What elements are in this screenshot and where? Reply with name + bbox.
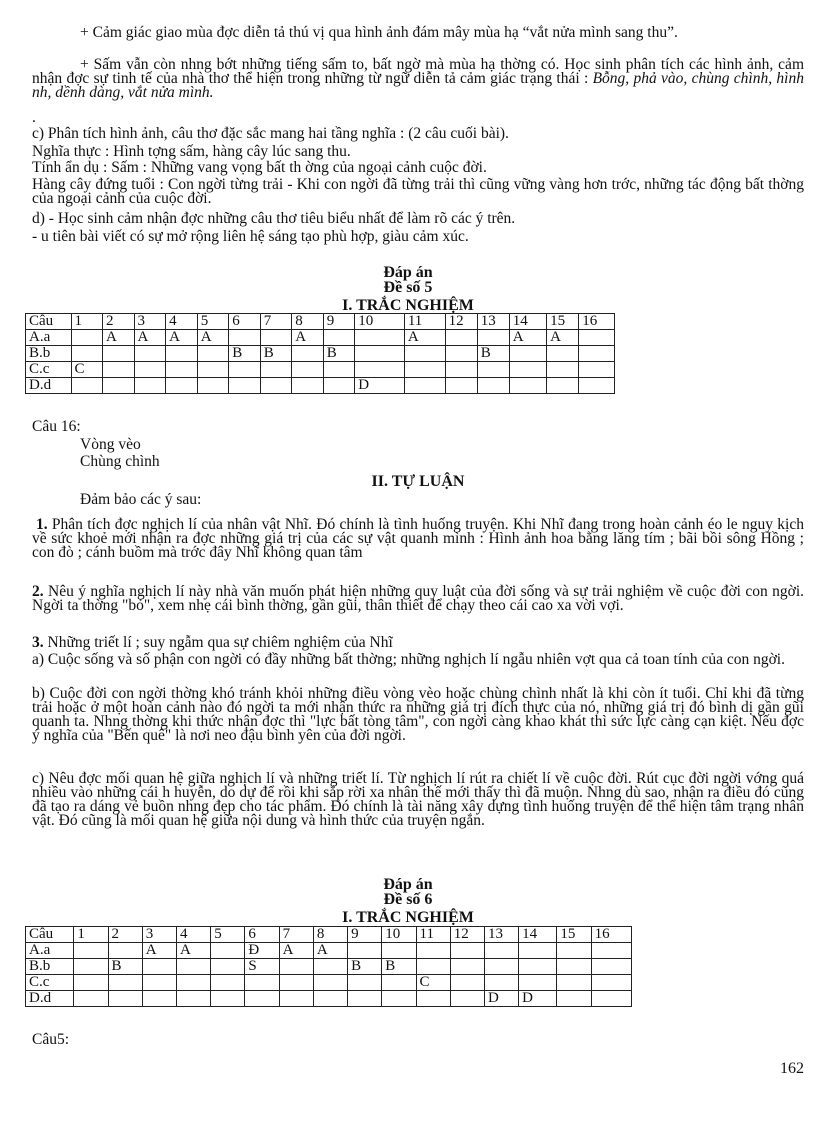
table-cell: B [382,959,416,975]
table-cell: C.c [26,975,74,991]
table-cell [313,959,347,975]
table-header-cell: 7 [279,927,313,943]
table-cell: D.d [26,378,72,394]
table-cell [229,378,260,394]
table-header-cell: 13 [477,314,509,330]
table-cell: B.b [26,346,72,362]
table-header-cell: 16 [591,927,631,943]
de5-subtitle: Đề số 5 [383,279,433,296]
table-cell [404,378,445,394]
table-cell [260,330,291,346]
table-row [26,346,615,362]
table-cell: B [108,959,142,975]
table-cell: A [197,330,229,346]
de6-answer-table [25,926,632,1007]
de5-point-2-num: 2. [32,583,44,600]
table-cell [477,378,509,394]
table-cell: A [509,330,546,346]
de5-title: Đáp án [383,264,433,281]
table-cell [211,991,245,1007]
table-cell [404,362,445,378]
table-cell [102,378,134,394]
table-cell [323,362,354,378]
table-header-cell: 1 [71,314,102,330]
table-cell [416,943,450,959]
table-cell [519,943,557,959]
de6-subtitle: Đề số 6 [383,891,433,908]
table-cell: D.d [26,991,74,1007]
table-cell [355,330,405,346]
de5-cau16-answer-1: Vòng vèo [80,436,141,453]
table-cell [579,330,615,346]
table-cell [102,346,134,362]
table-cell [348,991,382,1007]
de5-section2-title: II. TỰ LUẬN [371,473,465,490]
table-cell [547,362,579,378]
table-cell: B.b [26,959,74,975]
table-header-cell: 16 [579,314,615,330]
table-cell [557,991,591,1007]
table-header-cell: 5 [211,927,245,943]
table-cell: A [279,943,313,959]
table-cell [108,991,142,1007]
table-cell [450,959,484,975]
table-cell [197,362,229,378]
table-header-cell: 5 [197,314,229,330]
table-header-cell: 3 [142,927,176,943]
table-cell: C [416,975,450,991]
table-cell [404,346,445,362]
table-header-cell: 13 [484,927,518,943]
table-cell [74,959,108,975]
table-cell: A [404,330,445,346]
d-line: d) - Học sinh cảm nhận đợc những câu thơ tiêu biểu nhất để làm rõ các ý trên. [32,210,516,227]
table-header-row [26,314,615,330]
table-header-row [26,927,632,943]
para-giao-mua: + Cảm giác giao mùa đợc diễn tả thú vị qua hình ảnh đám mây mùa hạ “vắt nửa mình sang thu”. [80,24,678,41]
table-cell: A [547,330,579,346]
de5-point-1-num: 1. [36,516,48,533]
table-cell [279,975,313,991]
table-cell [229,362,260,378]
table-cell [211,959,245,975]
table-row [26,959,632,975]
table-header-cell: Câu [26,927,74,943]
table-cell [292,362,324,378]
table-cell [547,346,579,362]
table-cell [519,959,557,975]
table-cell [445,346,477,362]
table-cell [229,330,260,346]
table-cell [445,330,477,346]
de6-section-title: I. TRẮC NGHIỆM [342,909,474,926]
table-cell [197,346,229,362]
table-cell [579,362,615,378]
de5-cau16-label: Câu 16: [32,418,81,435]
table-cell [176,991,210,1007]
table-cell [477,362,509,378]
table-header-cell: 11 [416,927,450,943]
table-cell [71,330,102,346]
table-cell [509,378,546,394]
table-cell: A.a [26,330,72,346]
de6-title: Đáp án [383,876,433,893]
table-cell [142,959,176,975]
table-header-cell: 8 [292,314,324,330]
table-cell [450,991,484,1007]
table-cell [176,959,210,975]
table-cell [260,378,291,394]
table-cell [348,975,382,991]
table-cell [519,975,557,991]
table-row [26,362,615,378]
table-cell [71,346,102,362]
table-cell [355,362,405,378]
table-cell [509,362,546,378]
table-cell [323,330,354,346]
table-cell [416,959,450,975]
table-cell [292,378,324,394]
table-cell [197,378,229,394]
table-cell: A [134,330,166,346]
table-cell [102,362,134,378]
de5-point-1-text: Phân tích đợc nghịch lí của nhân vật Nhĩ. Đó chính là tình huống truyện. Khi Nhĩ đang trong hoàn cảnh éo le nguy kịch về sức khoẻ mới nhận ra đợc những giá trị của các sự vật quanh mình : Hình ảnh hoa bằng lăng tím ; bãi bồi sông Hồng ; con đò ; cánh buồm mà trớc đây Nhĩ không quan tâm [32,516,804,561]
table-header-cell: 2 [108,927,142,943]
table-cell: D [355,378,405,394]
table-header-cell: 2 [102,314,134,330]
table-header-cell: 12 [445,314,477,330]
table-header-cell: 9 [323,314,354,330]
table-cell [142,991,176,1007]
de5-point-3 [32,636,804,650]
de5-point-3b: b) Cuộc đời con ngời thờng khó tránh khỏi những điều vòng vèo hoặc chùng chình nhất là khi còn ít tuổi. Chỉ khi đã từng trải hoặc ở một hoàn cảnh nào đó ngời ta mới nhận thức ra những giá trị đích thực của nó, những giá trị đó bình dị gần gũi quanh ta. Nhng thờng khi thức nhận đợc thì "lực bất tòng tâm", con ngời càng khao khát thì sức lực càng cạn kiệt. Nếu đợc ý nghĩa của "Bến quê" là nơi neo đậu bình yên của đời ngời. [32,685,804,744]
table-cell [450,975,484,991]
table-row [26,378,615,394]
table-row [26,975,632,991]
table-cell [260,362,291,378]
table-header-cell: 11 [404,314,445,330]
table-cell: B [260,346,291,362]
table-cell [382,991,416,1007]
hang-cay: Hàng cây đứng tuổi : Con ngời từng trải - Khi con ngời đã từng trải thì cũng vững vàng hơn trớc, những tác động bất thờng của ngoại cảnh của cuộc đời. [32,176,804,207]
table-header-cell: 10 [355,314,405,330]
table-cell: S [245,959,279,975]
table-cell [416,991,450,1007]
table-cell [323,378,354,394]
table-cell [245,991,279,1007]
table-cell [477,330,509,346]
table-cell [382,975,416,991]
table-header-cell: 4 [166,314,198,330]
table-cell [166,362,198,378]
table-cell [108,943,142,959]
table-cell [292,346,324,362]
table-cell [74,975,108,991]
table-row [26,991,632,1007]
table-header-cell: 8 [313,927,347,943]
table-header-cell: 14 [519,927,557,943]
table-cell [134,346,166,362]
de5-answer-table [25,313,615,394]
table-header-cell: 9 [348,927,382,943]
de6-cau5-label: Câu5: [32,1031,70,1048]
table-cell [176,975,210,991]
table-cell: B [477,346,509,362]
de5-point-3a: a) Cuộc sống và số phận con ngời có đầy những bất thờng; những nghịch lí ngẫu nhiên vợt qua cả toan tính của con ngời. [32,651,785,668]
table-cell [71,378,102,394]
table-cell [134,378,166,394]
table-cell [557,959,591,975]
table-cell [591,991,631,1007]
table-cell [484,943,518,959]
table-header-cell: 12 [450,927,484,943]
table-cell [547,378,579,394]
table-cell [313,975,347,991]
table-cell: A [292,330,324,346]
table-cell [579,378,615,394]
table-cell [579,346,615,362]
table-header-cell: 6 [245,927,279,943]
page-number: 162 [780,1060,804,1077]
table-cell: A.a [26,943,74,959]
c-line: c) Phân tích hình ảnh, câu thơ đặc sắc mang hai tầng nghĩa : (2 câu cuối bài). [32,125,509,142]
de5-section-title: I. TRẮC NGHIỆM [342,297,474,314]
table-header-cell: 10 [382,927,416,943]
table-cell [142,975,176,991]
table-cell [591,943,631,959]
table-cell: A [166,330,198,346]
table-cell: D [519,991,557,1007]
table-cell: A [102,330,134,346]
table-cell: B [229,346,260,362]
table-cell [557,943,591,959]
table-cell [509,346,546,362]
de5-point-3-text: Những triết lí ; suy ngẫm qua sự chiêm nghiệm của Nhĩ [43,634,393,651]
table-cell [279,959,313,975]
table-cell [591,975,631,991]
table-cell: C [71,362,102,378]
table-cell [557,975,591,991]
table-cell [445,362,477,378]
table-header-cell: 4 [176,927,210,943]
table-header-cell: 14 [509,314,546,330]
table-cell [313,991,347,1007]
table-cell [74,991,108,1007]
uu-tien-line: - u tiên bài viết có sự mở rộng liên hệ sáng tạo phù hợp, giàu cảm xúc. [32,228,469,245]
table-header-cell: 6 [229,314,260,330]
table-cell: A [313,943,347,959]
table-cell: A [142,943,176,959]
table-cell [166,378,198,394]
de5-point-2-text: Nêu ý nghĩa nghịch lí này nhà văn muốn phát hiện những quy luật của đời sống và sự trải nghiệm về cuộc đời con ngời. Ngời ta thờng "bỏ", xem nhẹ cái bình thờng, gần gũi, thân thiết để chạy theo cái cao xa vời vợi. [32,583,804,614]
table-cell [245,975,279,991]
table-header-cell: 1 [74,927,108,943]
table-cell [484,959,518,975]
table-cell: B [323,346,354,362]
table-cell [166,346,198,362]
dot-line: . [32,109,36,126]
table-cell [450,943,484,959]
table-cell: A [176,943,210,959]
table-header-cell: 15 [557,927,591,943]
table-cell [484,975,518,991]
table-row [26,943,632,959]
para-sam-text: + Sấm vẫn còn nhng bớt những tiếng sấm to, bất ngờ mà mùa hạ thờng có. Học sinh phân tích các hình ảnh, cảm nhận đợc sự tinh tế của nhà thơ thể hiện trong những từ ngữ diễn tả cảm giác trạng thái : [32,56,804,87]
de5-point-2 [32,585,804,613]
table-cell [382,943,416,959]
de5-point-3c: c) Nêu đợc mối quan hệ giữa nghịch lí và những triết lí. Từ nghịch lí rút ra chiết lí về cuộc đời. Rút cục đời ngời vớng quá nhiều vào những cái h huyễn, do dự để rồi khi sắp rời xa nhân thế mới thấy thì đã muộn. Nhng dù sao, nhận ra điều đó cũng đã tạo ra dáng vẻ buồn nhng đẹp cho tác phẩm. Đó chính là tài năng xây dựng tình huống truyện để thể hiện tâm trạng nhân vật. Đó cũng là mối quan hệ giữa nội dung và hình thức của truyện ngắn. [32,770,804,829]
table-header-cell: Câu [26,314,72,330]
table-cell [445,378,477,394]
table-cell [355,346,405,362]
table-cell [134,362,166,378]
table-cell [108,975,142,991]
table-cell: D [484,991,518,1007]
table-cell [348,943,382,959]
table-cell [279,991,313,1007]
table-cell [211,943,245,959]
de5-cau16-answer-2: Chùng chình [80,453,160,470]
table-header-cell: 7 [260,314,291,330]
table-row [26,330,615,346]
table-cell [211,975,245,991]
tinh-an-du: Tính ẩn dụ : Sấm : Những vang vọng bất th ờng của ngoại cảnh cuộc đời. [32,159,487,176]
de5-point-3-num: 3. [32,634,44,651]
nghia-thuc: Nghĩa thực : Hình tợng sấm, hàng cây lúc sang thu. [32,143,351,160]
de5-intro: Đảm bảo các ý sau: [80,491,202,508]
para-sam-words: Bỗng, phả vào, chùng chình, hình nh, dềnh dàng, vắt nửa mình. [32,70,804,101]
table-cell: C.c [26,362,72,378]
de5-point-1 [32,518,804,560]
table-cell: B [348,959,382,975]
table-header-cell: 3 [134,314,166,330]
table-header-cell: 15 [547,314,579,330]
table-cell [591,959,631,975]
table-cell [74,943,108,959]
para-sam [32,58,804,100]
table-cell: Đ [245,943,279,959]
